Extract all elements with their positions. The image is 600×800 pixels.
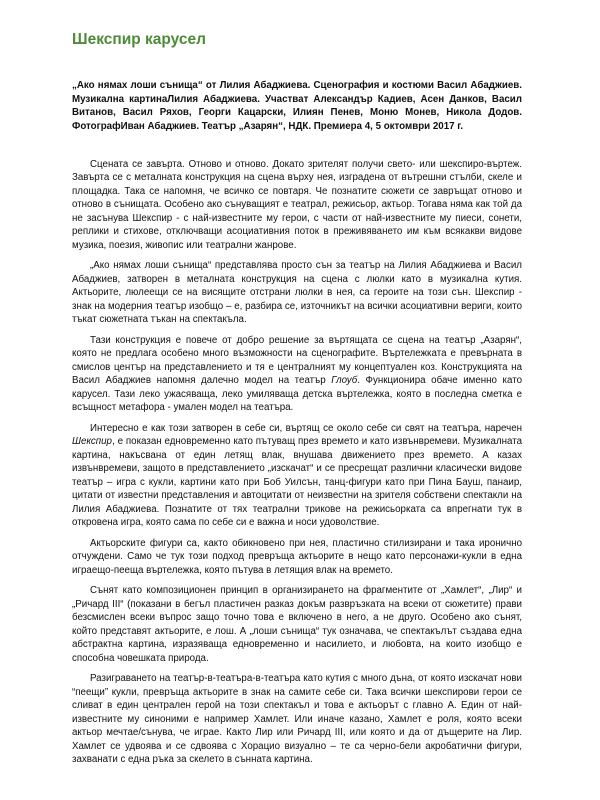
paragraph-text: Разиграването на театър-в-театъра-в-театъра като кутия с много дъна, от която изскачат нови “пеещи” кукли, превръща актьорите в знак на самите себе си. Така всички шекспирови герои се сливат в един централен герой на този спектакъл и това е актьорът с главно А. Един от най-известните му синоними е например Хамлет. Или иначе казано, Хамлет е роля, която всеки актьор мечтае/сънува, че играе. Както Лир или Ричард III, или която и да от дъщерите на Лир. Хамлет се удвоява и се сдвоява с Хорацио визуално – те са черно-бели акробатични фигури, захванати с една ръка за скелето в сънната картина.	[72, 673, 522, 766]
paragraph	[72, 537, 522, 578]
paragraph	[72, 158, 522, 253]
paragraph-text: „Ако нямах лоши сънища“ представлява просто сън за театър на Лилия Абаджиева и Васил Абаджиев, затворен в металната конструкция на сцена с люлки като в музикална кутия. Актьорите, люлеещи се на висящите отстрани люлки в нея, са героите на този сън. Шекспир - знак на модерния театър изобщо – е, разбира се, източникът на всички асоциативни вериги, които тъкат сюжетната тъкан на спектакъла.	[72, 260, 522, 326]
paragraph	[72, 259, 522, 327]
article-title: Шекспир карусел	[72, 31, 206, 48]
italic-text: Шекспир	[72, 436, 112, 448]
paragraph-text: , е показан едновременно като пътуващ през времето и като извънвремеви. Музикалната картина, накъсвана от един летящ влак, внушава движението през времето. А казах извънвремеви, защото в представлението „изскачат“ и се пресрещат различни класически видове театър – игра с кукли, картини като при Боб Уилсън, танц-фигури като при Пина Бауш, панаир, цитати от известни представления и автоцитати от неизвестни на зрителя собствени спектакли на Лилия Абаджиева. Познатите от тях театрални трикове на режисьорката са впрегнати тук в откровена игра, която сама по себе си е важна и носи удоволствие.	[72, 436, 522, 529]
paragraph	[72, 584, 522, 665]
paragraph	[72, 422, 522, 530]
paragraph-text: Сцената се завърта. Отново и отново. Докато зрителят получи свето- или шекспиро-въртеж. Завърта се с металната конструкция на сцена върху нея, изградена от вътрешни стълби, скеле и площадка. Така се напомня, че всичко се повтаря. Че познатите сюжети се завръщат отново и отново в сънищата. Особено ако сънуващият е театрал, режисьор, актьор. Тогава няма как той да не засънува Шекспир - с най-известните му герои, с части от най-известните му пиеси, сонети, реплики и стихове, отключващи асоциативния поток в преживяването им към всякакви видове музика, поезия, живопис или театрални жанрове.	[72, 158, 522, 251]
paragraph-text: Сънят като композиционен принцип в организирането на фрагментите от „Хамлет“, „Лир“ и „Ричард III“ (показани в бегъл пластичен разказ докъм развръзката на всеки от сюжетите) прави безсмислен всеки въпрос защо точно това е включено в него, а не друго. Особено ако сънят, който представят актьорите, е лош. А „лоши сънища“ тук означава, че спектакълът създава една абстрактна картина, изразяваща едновременно и насилието, и любовта, на които изобщо е способна човешката природа.	[72, 585, 522, 664]
paragraph-text: . Функционира обаче именно като карусел. Тази леко ужасяваща, леко умиляваща детска въртележка, която в последна сметка е всъщност метафора - умален модел на театъра.	[72, 375, 522, 414]
paragraph-text: Тази конструкция е повече от добро решение за въртящата се сцена на театър „Азарян“, която не предлага особено много възможности на сценографите. Въртележката е превърната в смислов център на представлението и тя е централният му концептуален коз. Конструкцията на Васил Абаджиев напомня далечно модел на театър	[72, 334, 522, 387]
paragraph-text: Актьорските фигури са, както обикновено при нея, пластично стилизирани и така иронично отчуждени. Само че тук този подход превръща актьорите в нещо като персонажи-кукли в една играещо-пееща въртележка, която пътува в летящия влак на времето.	[72, 537, 522, 576]
article-body	[72, 158, 522, 767]
italic-text: Глоуб	[331, 375, 358, 387]
paragraph	[72, 334, 522, 415]
paragraph	[72, 672, 522, 767]
paragraph-text: Интересно е как този затворен в себе си, въртящ се около себе си свят на театъра, наречен	[90, 422, 522, 434]
production-credits: „Ако нямах лоши сънища“ от Лилия Абаджиева. Сценография и костюми Васил Абаджиев. Музикална картинаЛилия Абаджиева. Участват Александър Кадиев, Асен Данков, Васил Витанов, Васил Ряхов, Георги Кацарски, Илиян Пенев, Моню Монев, Никола Додов. ФотографИван Абаджиев. Театър „Азарян“, НДК. Премиера 4, 5 октомври 2017 г.	[72, 80, 522, 133]
